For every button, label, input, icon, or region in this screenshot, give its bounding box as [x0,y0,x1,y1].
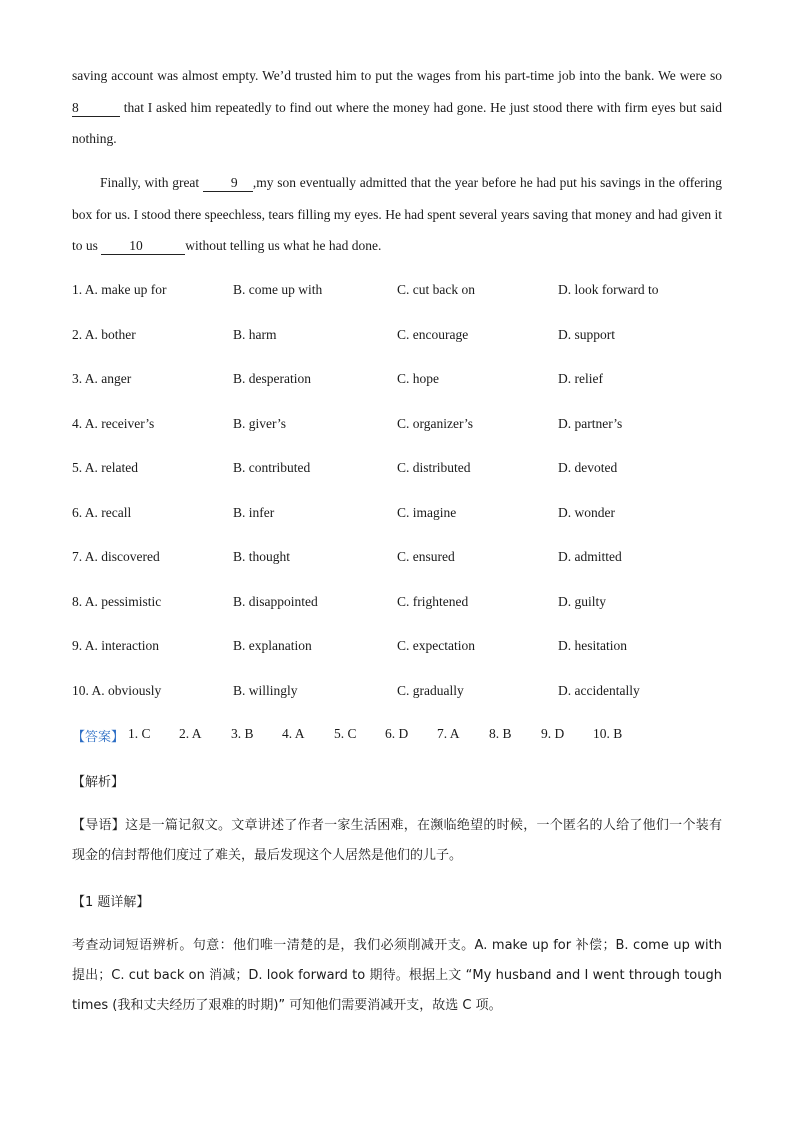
option-c: C. frightened [397,593,469,609]
option-a: 5. A. related [72,460,138,475]
answer-item: 5. C [334,726,357,741]
answer-item: 3. B [231,726,254,741]
option-row [72,371,722,391]
option-d: D. support [558,326,615,342]
answer-item: 6. D [385,726,409,741]
option-d: D. hesitation [558,638,627,653]
option-a: 6. A. recall [72,504,132,520]
option-c: C. hope [397,371,439,386]
option-b: B. willingly [233,682,298,698]
passage-text: ,my son eventually admitted that the year before he had put his savings in the offering box for us. I stood there speechless, tears filling my eyes. He had spent several years saving that money and had given it to us [72,175,723,253]
intro-text: 这是一篇记叙文。文章讲述了作者一家生活困难，在濒临绝望的时候，一个匿名的人给了他们一个装有现金的信封帮他们度过了难关，最后发现这个人居然是他们的儿子。 [72,818,722,863]
option-d: D. partner’s [558,415,623,431]
passage-text: without telling us what he had done. [185,238,382,253]
option-b: B. disappointed [233,593,318,609]
passage-paragraph-2 [72,167,722,262]
option-b: B. infer [233,504,275,520]
option-c: C. encourage [397,326,469,342]
option-c: C. distributed [397,460,471,475]
option-c: C. imagine [397,504,457,520]
passage-text: that I asked him repeatedly to find out where the money had gone. He just stood there with firm eyes but said nothing. [72,99,722,146]
intro-paragraph [72,811,722,871]
answer-label: 【答案】 [72,730,125,745]
option-c: C. gradually [397,682,464,698]
option-row [72,549,722,569]
answer-item: 9. D [541,726,565,741]
option-row [72,638,722,658]
option-b: B. contributed [233,460,311,475]
option-d: D. guilty [558,593,607,609]
answer-item: 10. B [593,726,623,741]
option-row [72,460,722,480]
answer-item: 2. A [179,726,202,741]
option-d: D. look forward to [558,282,659,297]
option-row [72,594,722,614]
intro-label: 【导语】 [72,818,126,833]
option-d: D. devoted [558,460,618,475]
option-b: B. come up with [233,282,323,297]
passage-text: Finally, with great [100,175,200,190]
blank-8: 8 [72,100,120,117]
option-c: C. cut back on [397,282,475,297]
option-row [72,416,722,436]
option-d: D. relief [558,371,603,386]
option-a: 2. A. bother [72,326,136,342]
option-b: B. harm [233,326,277,342]
option-a: 7. A. discovered [72,549,160,564]
passage-text: saving account was almost empty. We’d trusted him to put the wages from his part-time job into the bank. We were so [72,68,722,83]
answer-item: 4. A [282,726,305,741]
option-row [72,683,722,703]
option-b: B. explanation [233,638,312,653]
option-a: 3. A. anger [72,371,132,386]
option-a: 10. A. obviously [72,682,162,698]
option-row [72,327,722,347]
option-c: C. ensured [397,549,455,564]
option-b: B. giver’s [233,415,286,431]
passage-paragraph-1 [72,60,722,155]
option-d: D. admitted [558,549,622,564]
option-row [72,505,722,525]
question-1-explanation: 考查动词短语辨析。句意：他们唯一清楚的是，我们必须削减开支。A. make up for 补偿；B. come up with 提出；C. cut back on 消减；D. look forward to 期待。根据上文 “My husband and I went through tough times (我和丈夫经历了艰难的时期)” 可知他们需要消减开支，故选 C 项。 [72,938,722,1013]
analysis-heading: 【解析】 [72,775,125,790]
option-c: C. organizer’s [397,415,473,431]
option-c: C. expectation [397,638,475,653]
answer-item: 1. C [128,726,151,741]
answer-item: 7. A [437,726,460,741]
answer-item: 8. B [489,726,512,741]
option-row [72,282,722,302]
question-1-heading: 【1 题详解】 [72,895,150,910]
option-a: 9. A. interaction [72,638,159,653]
blank-9: 9 [203,175,253,192]
option-b: B. thought [233,549,291,564]
option-a: 4. A. receiver’s [72,415,155,431]
option-d: D. wonder [558,504,615,520]
option-a: 1. A. make up for [72,282,167,297]
option-d: D. accidentally [558,682,640,698]
option-b: B. desperation [233,371,311,386]
option-a: 8. A. pessimistic [72,593,162,609]
blank-10: 10 [101,238,185,255]
